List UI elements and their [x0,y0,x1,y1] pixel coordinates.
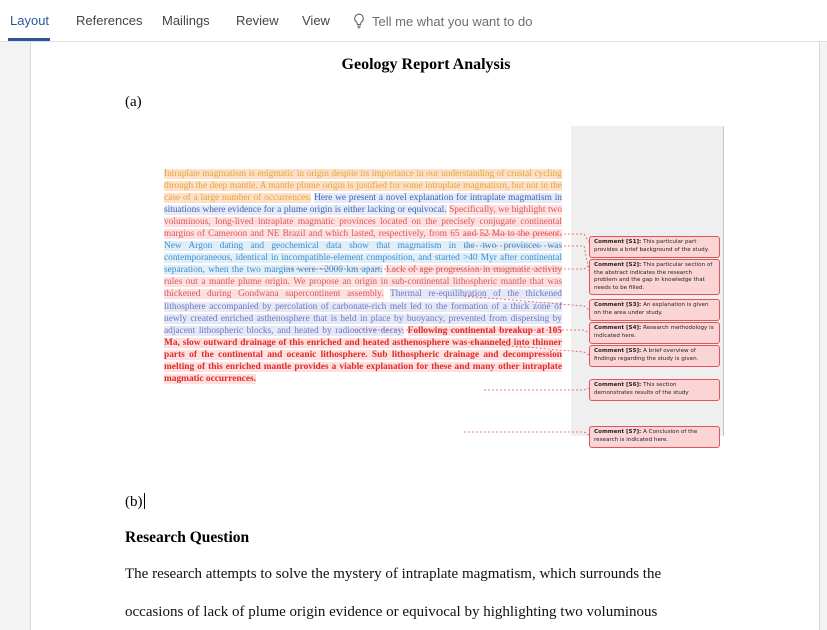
annotated-abstract-figure [164,126,726,443]
tell-me-search[interactable] [353,12,532,30]
comment-s1[interactable]: Comment [S1]: This particular part provides a brief background of the study. [589,236,720,258]
document-title: Geology Report Analysis [341,56,511,73]
document-page[interactable] [30,42,820,630]
abstract-segment-s7: Following continental breakup at 105 Ma, slow outward drainage of this enriched and heated asthenosphere was channeled into thinner parts of the continental and oceanic lithosphere. Sub lithospheric drainage and decompression melting of this enriched mantle provides a viable explanation for these and many other intraplate magmatic occurrences. [164,325,562,384]
tab-view[interactable]: View [302,13,330,28]
research-question-heading: Research Question [125,529,250,546]
comment-s4[interactable]: Comment [S4]: Research methodology is indicated here. [589,322,720,344]
comment-s5[interactable]: Comment [S5]: A brief overview of findings regarding the study is given. [589,345,720,367]
tab-mailings[interactable]: Mailings [162,13,210,28]
body-text-line: The research attempts to solve the mystery of intraplate magmatism, which surrounds the [125,566,662,582]
figure-label-b: (b) [125,494,143,510]
comment-s2[interactable]: Comment [S2]: This particular section of the abstract indicates the research problem and the gap in knowledge that needs to be filled. [589,259,720,295]
tab-references[interactable]: References [76,13,143,28]
abstract-segment-s2: Here we present a novel explanation for intraplate magmatism in situations where evidence for a plume origin is either lacking or equivocal. [164,193,562,216]
abstract-segment-s6: Thermal re-equilibration of the thickened lithosphere accompanied by percolation of carbonate-rich melt led to the formation of a thick zone of newly created enriched asthenosphere that is held in place by buoyancy, prevented from dispersing by adjacent lithospheric blocks, and heated by radioactive decay. [164,289,562,336]
figure-label-a: (a) [125,94,142,110]
comment-s3[interactable]: Comment [S3]: An explanation is given on the area under study. [589,299,720,321]
active-tab-indicator [8,38,50,41]
abstract-segment-s4: New Argon dating and geochemical data show that magmatism in the two provinces was contemporaneous, identical in incompatible-element composition, and started >40 Myr after continental separation, when the two margins were ~2000 km apart. [164,241,562,276]
ribbon-tab-bar [0,0,827,42]
tell-me-placeholder: Tell me what you want to do [372,13,533,29]
abstract-segment-s5: Lack of age progression in magmatic activity rules out a mantle plume origin. We propose an origin in sub-continental lithospheric mantle that was thickened during Gondwana supercontinent assembly. [164,265,563,300]
comment-s7[interactable]: Comment [S7]: A Conclusion of the research is indicated here. [589,426,720,448]
body-text-line: occasions of lack of plume origin evidence or equivocal by highlighting two voluminous [125,604,658,620]
abstract-segment-s1: Intraplate magmatism is enigmatic in origin despite its importance in our understanding of crustal cycling through the deep mantle. A mantle plume origin is justified for some intraplate magmatism, but not in the case of a large number of occurrences. [164,169,562,204]
abstract-text [164,168,562,385]
lightbulb-icon [353,13,365,29]
comment-s6[interactable]: Comment [S6]: This section demonstrates results of the study [589,379,720,401]
abstract-segment-s3: Specifically, we highlight two voluminous, long-lived intraplate magmatic provinces located on the precisely conjugate continental margins of Cameroon and NE Brazil and which lasted, respectively, from 65 and 52 Ma to the present. [164,205,563,240]
text-cursor [144,493,145,509]
tab-layout[interactable]: Layout [10,13,50,28]
tab-review[interactable]: Review [236,13,279,28]
